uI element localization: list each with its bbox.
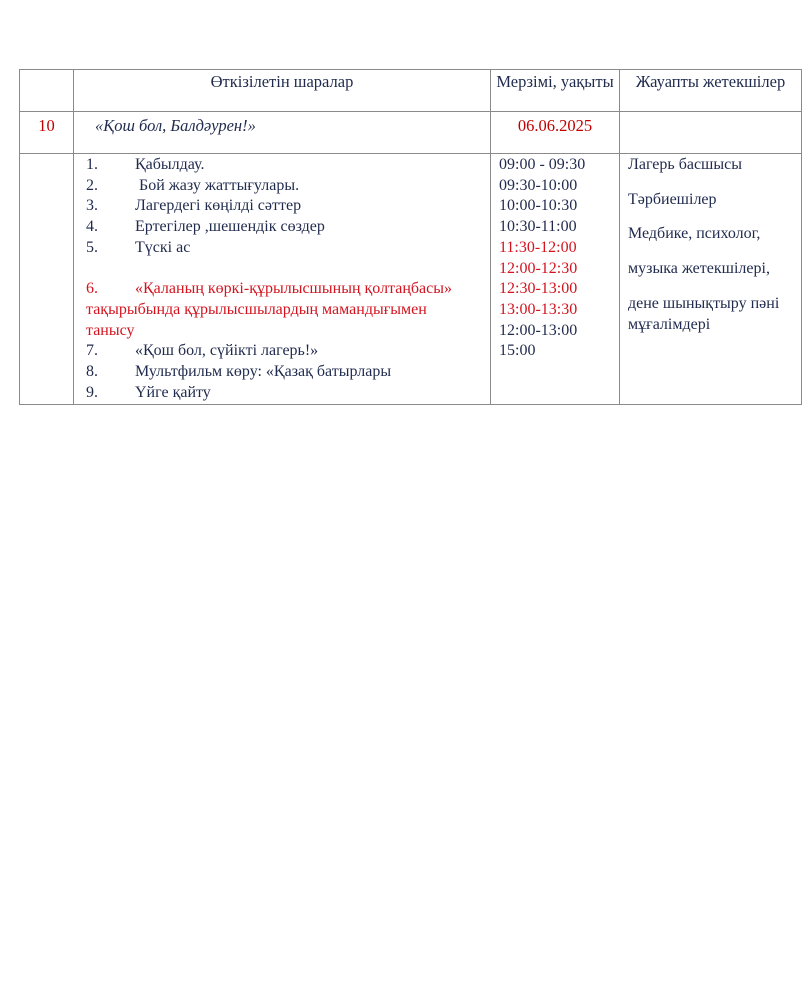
responsible-entry: Тәрбиешілер (628, 190, 717, 208)
responsible-entry: Лагерь басшысы (628, 156, 742, 173)
responsible-entry: музыка жетекшілері, (628, 260, 770, 278)
time-slot: 15:00 (499, 342, 536, 360)
list-item: 9. Үйге қайту (86, 383, 211, 401)
day-title: «Қош бол, Балдәурен!» (74, 112, 491, 154)
day-number: 10 (20, 112, 74, 154)
time-slot: 09:00 - 09:30 (499, 156, 586, 173)
list-item-highlighted: 6. «Қаланың көркі-құрылысшының қолтаңбасы» тақырыбында құрылысшылардың мамандығымен танысу (86, 280, 452, 339)
activities-list (74, 154, 491, 405)
header-time: Мерзімі, уақыты (491, 70, 620, 112)
responsible-list (620, 154, 802, 405)
responsible-entry: Медбике, психолог, (628, 225, 761, 243)
list-item: 7. «Қош бол, сүйікті лагерь!» (86, 342, 319, 360)
day-empty-cell (620, 112, 802, 154)
header-responsible: Жауапты жетекшілер (620, 70, 802, 112)
responsible-entry: дене шынықтыру пәні мұғалімдері (628, 294, 780, 333)
time-slot: 10:30-11:00 (499, 218, 577, 236)
body-empty-cell (20, 154, 74, 405)
spacer (86, 259, 490, 280)
time-slot: 12:30-13:00 (499, 280, 578, 298)
time-slot: 10:00-10:30 (499, 197, 578, 215)
time-slot: 13:00-13:30 (499, 300, 578, 318)
header-empty-cell (20, 70, 74, 112)
list-item: 3. Лагердегі көңілді сәттер (86, 197, 302, 215)
list-item: 1. Қабылдау. (86, 156, 205, 173)
time-slot: 12:00-12:30 (499, 259, 578, 277)
time-slot: 09:30-10:00 (499, 176, 578, 194)
list-item: 4. Ертегілер ,шешендік сөздер (86, 218, 325, 236)
header-row (20, 70, 802, 112)
activities-row (20, 154, 802, 405)
day-date: 06.06.2025 (491, 112, 620, 154)
times-list (491, 154, 620, 405)
schedule-table (19, 69, 802, 405)
time-slot: 11:30-12:00 (499, 238, 577, 256)
day-row (20, 112, 802, 154)
list-item: 5. Түскі ас (86, 238, 191, 256)
list-item: 8. Мультфильм көру: «Қазақ батырлары (86, 363, 392, 381)
header-events: Өткізілетін шаралар (74, 70, 491, 112)
time-slot: 12:00-13:00 (499, 321, 578, 339)
list-item: 2. Бой жазу жаттығулары. (86, 176, 300, 194)
